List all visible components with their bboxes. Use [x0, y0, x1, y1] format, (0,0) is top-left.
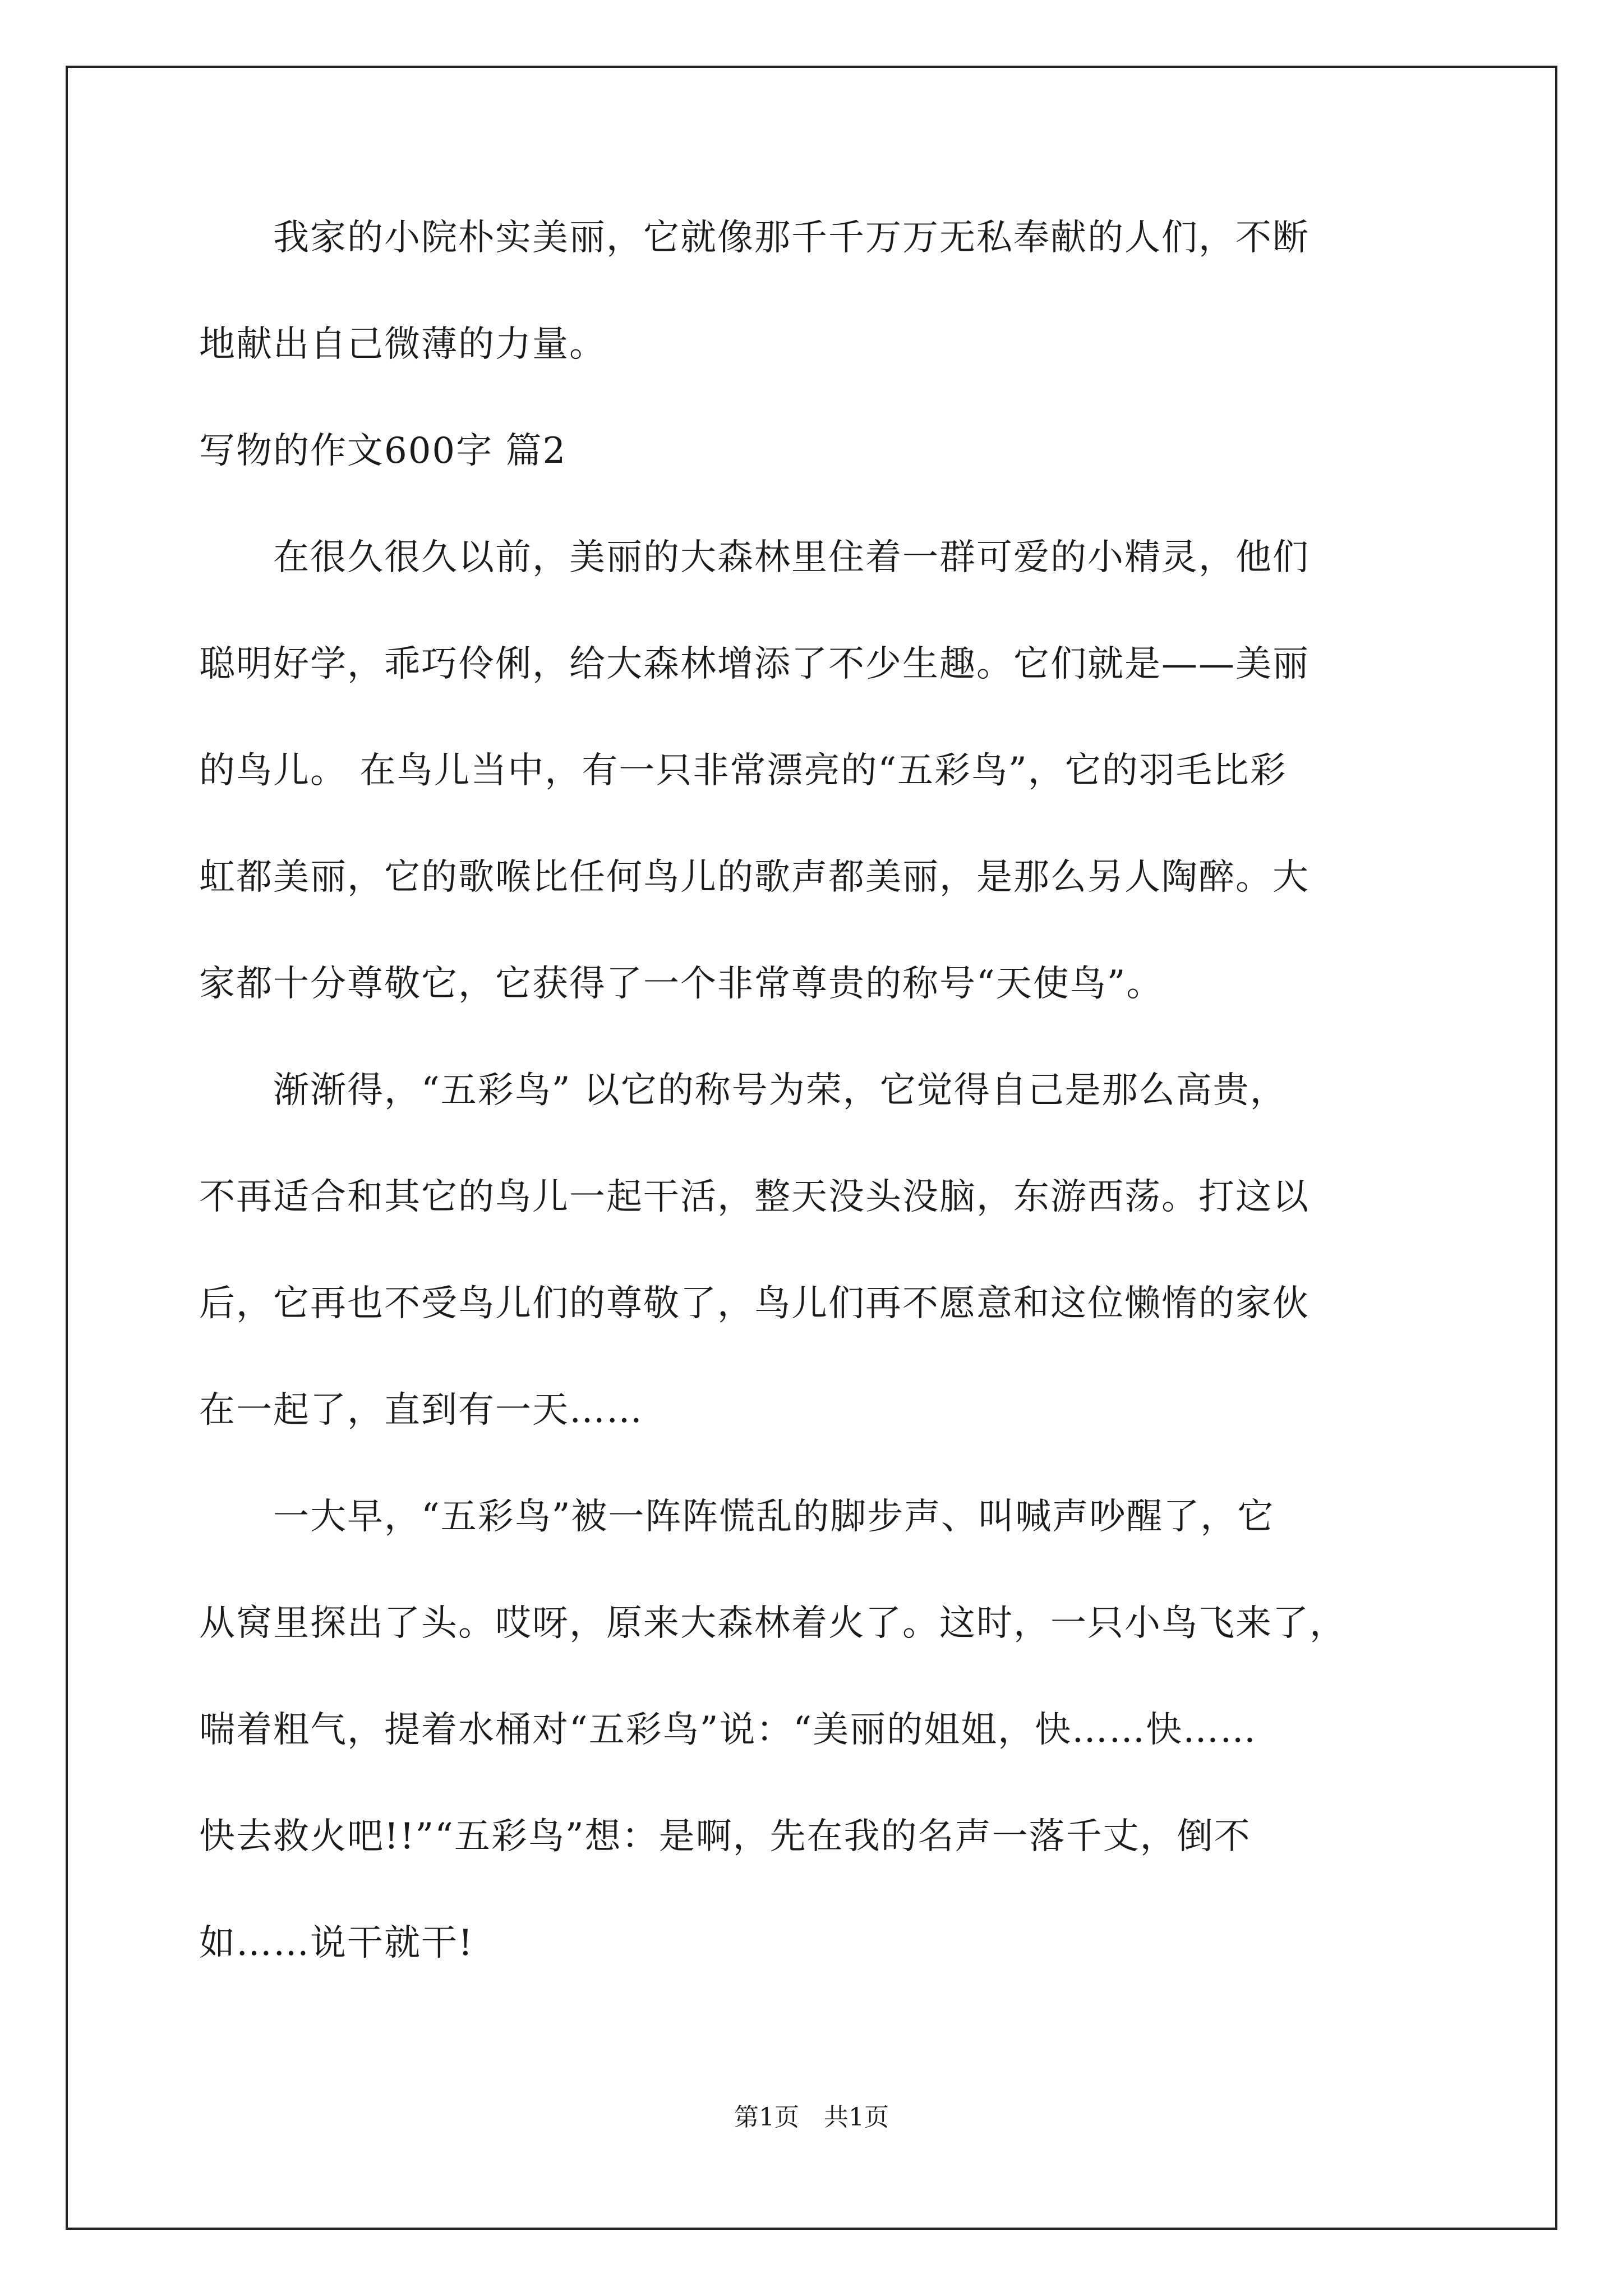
page-number-footer: 第1页 共1页 [734, 2103, 889, 2132]
paragraph-line: 我家的小院朴实美丽，它就像那千千万万无私奉献的人们，不断 [199, 217, 1310, 259]
paragraph-line: 从窝里探出了头。哎呀，原来大森林着火了。这时，一只小鸟飞来了， [199, 1603, 1347, 1644]
paragraph-line: 在一起了，直到有一天…… [199, 1389, 643, 1431]
paragraph-line: 如……说干就干! [199, 1922, 474, 1964]
paragraph-line: 后，它再也不受鸟儿们的尊敬了，鸟儿们再不愿意和这位懒惰的家伙 [199, 1283, 1310, 1324]
paragraph-line: 在很久很久以前，美丽的大森林里住着一群可爱的小精灵，他们 [199, 537, 1310, 578]
paragraph-line: 虹都美丽，它的歌喉比任何鸟儿的歌声都美丽，是那么另人陶醉。大 [199, 857, 1310, 898]
paragraph-line: 一大早，“五彩鸟”被一阵阵慌乱的脚步声、叫喊声吵醒了，它 [199, 1496, 1275, 1538]
section-heading: 写物的作文600字 篇2 [199, 430, 567, 472]
paragraph-line: 的鸟儿。 在鸟儿当中，有一只非常漂亮的“五彩鸟”，它的羽毛比彩 [199, 750, 1287, 792]
paragraph-line: 聪明好学，乖巧伶俐，给大森林增添了不少生趣。它们就是——美丽 [199, 643, 1310, 685]
page-frame [66, 66, 1557, 2230]
paragraph-line: 家都十分尊敬它，它获得了一个非常尊贵的称号“天使鸟”。 [199, 963, 1164, 1005]
paragraph-line: 渐渐得，“五彩鸟” 以它的称号为荣，它觉得自己是那么高贵， [199, 1070, 1287, 1111]
paragraph-line: 快去救火吧!!”“五彩鸟”想：是啊，先在我的名声一落千丈，倒不 [199, 1816, 1251, 1857]
paragraph-line: 喘着粗气，提着水桶对“五彩鸟”说：“美丽的姐姐，快……快…… [199, 1709, 1257, 1751]
paragraph-line: 地献出自己微薄的力量。 [199, 324, 606, 365]
paragraph-line: 不再适合和其它的鸟儿一起干活，整天没头没脑，东游西荡。打这以 [199, 1176, 1310, 1218]
